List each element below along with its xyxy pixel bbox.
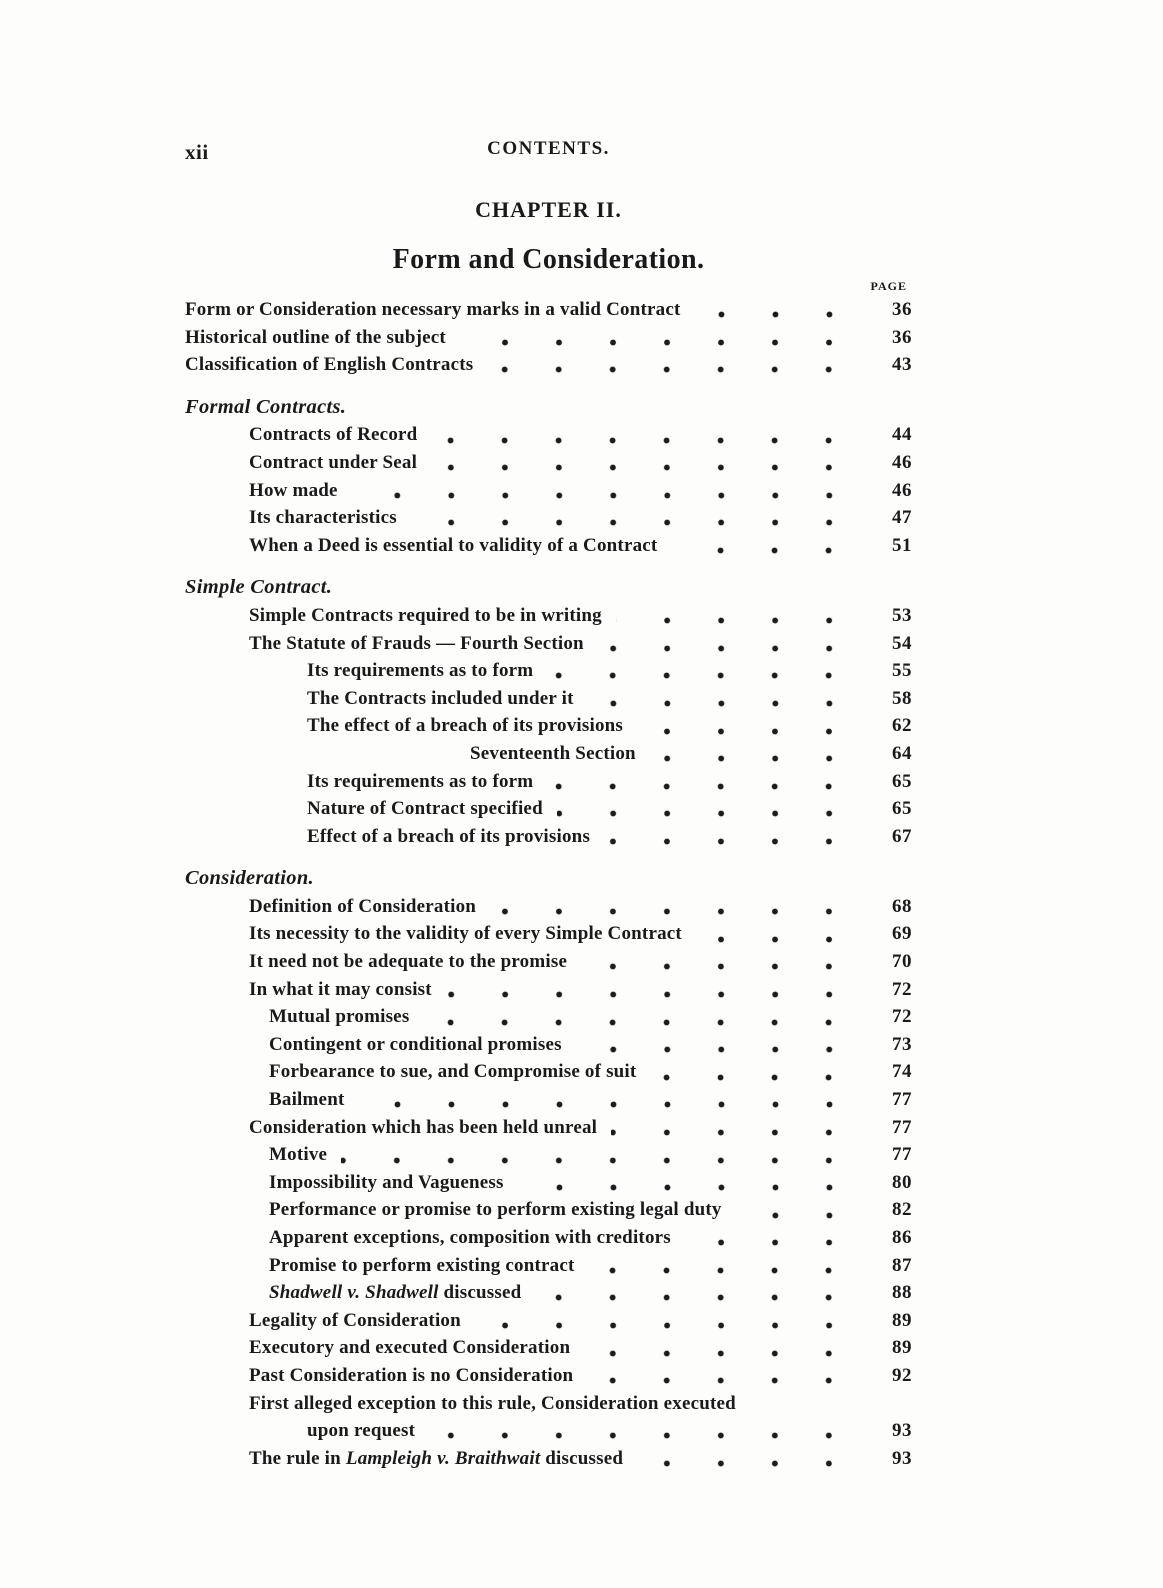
page-number: 87: [892, 1254, 912, 1276]
page-number: 77: [892, 1144, 912, 1166]
entry-text: The rule in Lampleigh v. Braithwait discussed: [249, 1447, 624, 1469]
toc-entry: [185, 532, 912, 560]
dot-leader: [604, 838, 856, 845]
running-head: CONTENTS.: [487, 138, 610, 159]
entry-text: Promise to perform existing contract: [269, 1254, 575, 1276]
dot-leader: [487, 366, 856, 373]
entry-text: Seventeenth Section: [470, 742, 636, 764]
entry-text: Shadwell v. Shadwell discussed: [269, 1282, 522, 1304]
toc-entry: [185, 1003, 912, 1031]
toc-entry: [185, 1390, 912, 1418]
page-number: 36: [892, 299, 912, 320]
chapter-title: Form and Consideration.: [392, 244, 705, 275]
entry-text: How made: [249, 479, 338, 501]
dot-leader: [431, 437, 856, 444]
page-number: 53: [892, 604, 912, 626]
dot-leader: [557, 810, 856, 817]
toc-entry: [185, 504, 912, 532]
dot-leader: [650, 755, 856, 762]
entry-text: Impossibility and Vagueness: [269, 1171, 504, 1193]
entry-text: In what it may consist: [249, 978, 432, 1000]
entry-text: Simple Contracts required to be in writing: [249, 604, 602, 626]
toc-entry: [185, 324, 912, 352]
entry-text: Past Consideration is no Consideration: [249, 1364, 574, 1386]
entry-text: Definition of Consideration: [249, 895, 477, 917]
page-number: 54: [892, 632, 912, 654]
toc-entry: [185, 768, 912, 796]
dot-leader: [490, 908, 856, 915]
entry-text: The effect of a breach of its provisions: [307, 715, 624, 737]
page-number: 69: [892, 923, 912, 945]
entry-text: First alleged exception to this rule, Consideration executed: [249, 1392, 736, 1414]
dot-leader: [587, 1377, 856, 1384]
dot-leader: [736, 1212, 856, 1219]
toc-section-header: Consideration.: [185, 867, 314, 890]
dot-leader: [359, 1101, 857, 1108]
entry-text: Executory and executed Consideration: [249, 1337, 571, 1359]
toc-entry: [185, 1279, 912, 1307]
entry-text: Its characteristics: [249, 507, 397, 529]
entry-text: Contracts of Record: [249, 424, 418, 446]
toc-entry: [185, 685, 912, 713]
dot-leader: [547, 783, 856, 790]
entry-text: It need not be adequate to the promise: [249, 951, 568, 973]
dot-leader: [431, 464, 856, 471]
dot-leader: [475, 1322, 856, 1329]
page-number: 92: [892, 1364, 912, 1386]
entry-text: Legality of Consideration: [249, 1309, 461, 1331]
page-number: 77: [892, 1089, 912, 1111]
toc-section-header: Simple Contract.: [185, 576, 333, 599]
dot-leader: [637, 1460, 856, 1467]
entry-text: Forbearance to sue, and Compromise of suit: [269, 1061, 637, 1083]
toc-entry: [185, 477, 912, 505]
entry-text: Mutual promises: [269, 1006, 410, 1028]
page-number: 72: [892, 978, 912, 1000]
dot-leader: [460, 339, 856, 346]
toc-section-header: Formal Contracts.: [185, 395, 347, 418]
page-number: 65: [892, 798, 912, 820]
page-number: 67: [892, 825, 912, 847]
entry-text: Performance or promise to perform existing legal duty: [269, 1199, 722, 1221]
dot-leader: [584, 1350, 856, 1357]
page-number: 89: [892, 1309, 912, 1331]
page-number: 65: [892, 770, 912, 792]
page-number: 89: [892, 1337, 912, 1359]
dot-leader: [671, 547, 856, 554]
dot-leader: [352, 492, 856, 499]
page-number: 62: [892, 715, 912, 737]
entry-text: upon request: [307, 1420, 416, 1442]
page-column-label: PAGE: [870, 279, 907, 293]
dot-leader: [588, 1267, 856, 1274]
dot-leader: [423, 1019, 856, 1026]
entry-text: The Contracts included under it: [307, 687, 574, 709]
toc-entry: [185, 602, 912, 630]
dot-leader: [695, 311, 856, 318]
toc-entry: [185, 823, 912, 851]
toc-entry: [185, 1169, 912, 1197]
page-number: 55: [892, 660, 912, 682]
toc-entry: [185, 1058, 912, 1086]
page-number: 46: [892, 479, 912, 501]
dot-leader: [411, 519, 856, 526]
entry-text: When a Deed is essential to validity of a Contract: [249, 534, 658, 556]
page-number: 58: [892, 687, 912, 709]
dot-leader: [341, 1157, 856, 1164]
toc-entry: [185, 1031, 912, 1059]
entry-text: Nature of Contract specified: [307, 798, 543, 820]
page-number: 47: [892, 507, 912, 529]
toc-entry: [185, 1086, 912, 1114]
dot-leader: [576, 1046, 856, 1053]
dot-leader: [581, 963, 856, 970]
toc-entry: [185, 296, 912, 324]
toc-entry: [185, 1224, 912, 1252]
entry-text: Its requirements as to form: [307, 660, 534, 682]
toc-entry: [185, 1334, 912, 1362]
toc-entry: [185, 351, 912, 379]
page-number: 64: [892, 742, 912, 764]
entry-text: Contingent or conditional promises: [269, 1033, 562, 1055]
page-number: 80: [892, 1171, 912, 1193]
entry-text: The Statute of Frauds — Fourth Section: [249, 632, 584, 654]
dot-leader: [429, 1432, 856, 1439]
dot-leader: [696, 936, 856, 943]
page-number: 70: [892, 951, 912, 973]
dot-leader: [518, 1184, 856, 1191]
toc-entry: [185, 1114, 912, 1142]
toc-entry: [185, 657, 912, 685]
entry-text: Its necessity to the validity of every Simple Contract: [249, 923, 682, 945]
entry-text: Classification of English Contracts: [185, 354, 474, 376]
page-content: [185, 138, 912, 1472]
toc-entry: [185, 740, 912, 768]
entry-text: Consideration which has been held unreal: [249, 1116, 598, 1138]
toc-entry: [185, 893, 912, 921]
toc-entry: [185, 449, 912, 477]
dot-leader: [616, 617, 856, 624]
toc-entry: [185, 1141, 912, 1169]
dot-leader: [535, 1294, 856, 1301]
toc-entry: [185, 1417, 912, 1445]
dot-leader: [611, 1129, 856, 1136]
page-number: 77: [892, 1116, 912, 1138]
toc-entry: [185, 712, 912, 740]
page-number: 73: [892, 1033, 912, 1055]
dot-leader: [588, 700, 856, 707]
toc-entry: [185, 421, 912, 449]
page-number: 44: [892, 424, 912, 446]
folio-number: xii: [185, 140, 209, 164]
page-number: 93: [892, 1447, 912, 1469]
page-number: 88: [892, 1282, 912, 1304]
page-number: 46: [892, 451, 912, 473]
dot-leader: [598, 645, 856, 652]
dot-leader: [685, 1239, 856, 1246]
entry-text: Apparent exceptions, composition with creditors: [269, 1227, 671, 1248]
toc-entry: [185, 630, 912, 658]
toc-entry: [185, 948, 912, 976]
toc-entry: [185, 976, 912, 1004]
page-number: 36: [892, 326, 912, 348]
dot-leader: [637, 728, 856, 735]
entry-text: Historical outline of the subject: [185, 326, 446, 348]
toc-entry: [185, 1445, 912, 1473]
page-number: 93: [892, 1420, 912, 1442]
dot-leader: [547, 672, 856, 679]
entry-text: Its requirements as to form: [307, 770, 534, 792]
entry-text: Effect of a breach of its provisions: [307, 825, 591, 847]
toc-entry: [185, 1196, 912, 1224]
table-of-contents: [185, 296, 912, 1472]
page-header: [185, 138, 912, 166]
page-number: 74: [892, 1061, 912, 1083]
toc-entry: [185, 1307, 912, 1335]
chapter-heading: CHAPTER II.: [475, 197, 622, 222]
dot-leader: [650, 1074, 856, 1081]
entry-text: Bailment: [269, 1089, 345, 1111]
toc-entry: [185, 1252, 912, 1280]
entry-text: Form or Consideration necessary marks in a valid Contract: [185, 299, 681, 320]
dot-leader: [446, 991, 856, 998]
page-number: 86: [892, 1227, 912, 1248]
page-number: 51: [892, 534, 912, 556]
toc-entry: [185, 1362, 912, 1390]
toc-entry: [185, 795, 912, 823]
page-number: 72: [892, 1006, 912, 1028]
entry-text: Motive: [269, 1144, 328, 1166]
entry-text: Contract under Seal: [249, 451, 418, 473]
page-number: 82: [892, 1199, 912, 1221]
toc-entry: [185, 920, 912, 948]
page-number: 43: [892, 354, 912, 376]
page-number: 68: [892, 895, 912, 917]
